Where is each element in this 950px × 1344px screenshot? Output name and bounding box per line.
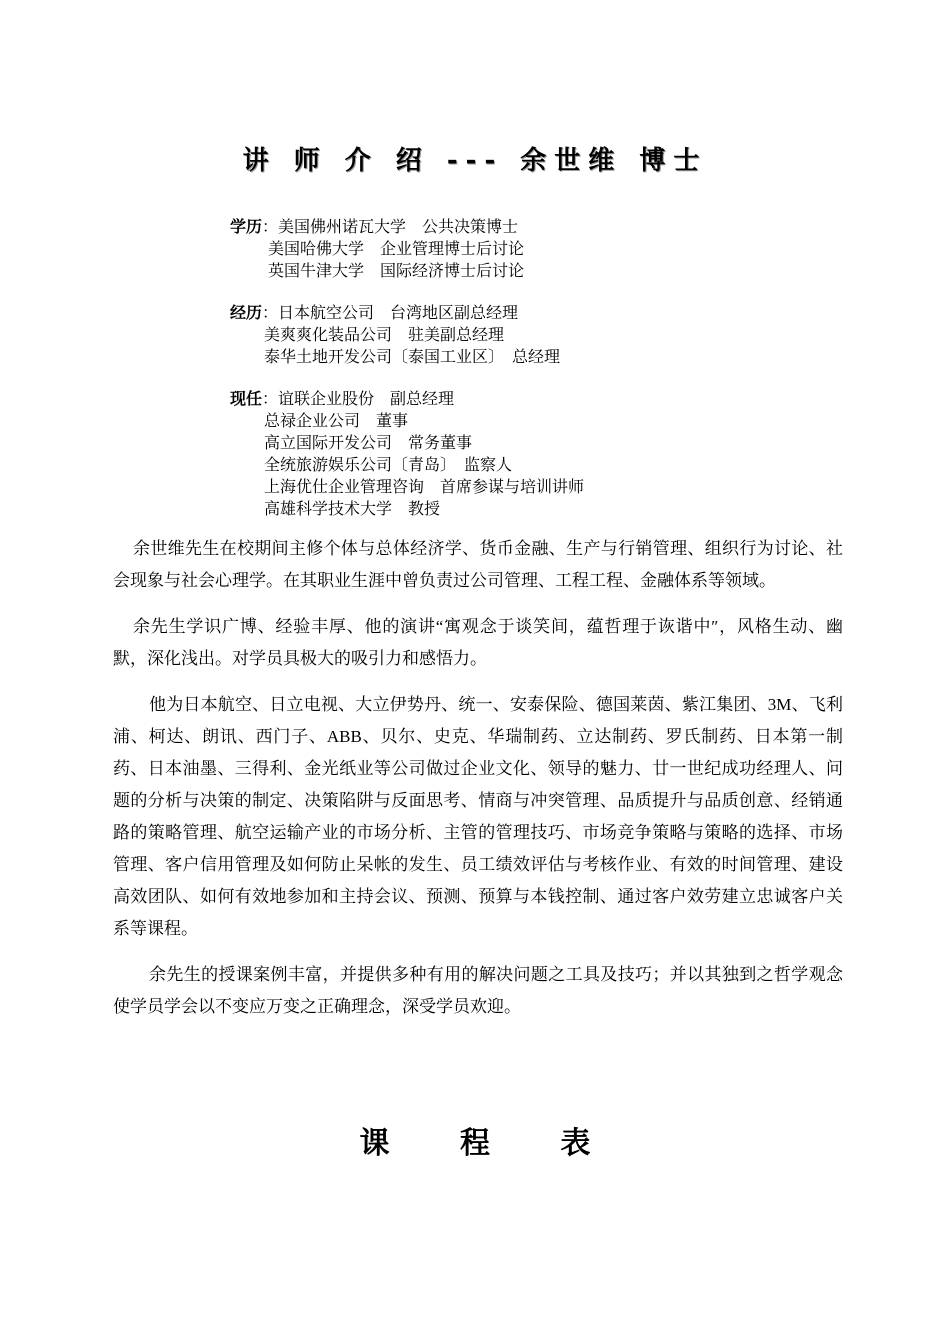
current-item: 高立国际开发公司 常务董事	[264, 433, 473, 452]
current-item: 谊联企业股份 副总经理	[278, 389, 455, 408]
current-group	[230, 388, 584, 520]
current-item: 高雄科学技术大学 教授	[264, 499, 441, 518]
bio-paragraph-style: 余先生学识广博、经验丰厚、他的演讲“寓观念于谈笑间，蕴哲理于诙谐中″，风格生动、幽默，深化浅出。对学员具极大的吸引力和感悟力。	[113, 617, 843, 668]
education-item: 美国佛州诺瓦大学 公共决策博士	[278, 217, 519, 236]
experience-item: 美爽爽化装品公司 驻美副总经理	[264, 325, 505, 344]
education-group	[230, 216, 584, 282]
education-line-1: 学历：美国佛州诺瓦大学 公共决策博士	[230, 217, 519, 236]
experience-line-1: 经历：日本航空公司 台湾地区副总经理	[230, 303, 519, 322]
current-item: 全统旅游娱乐公司〔青岛〕 监察人	[264, 455, 513, 474]
experience-item: 日本航空公司 台湾地区副总经理	[278, 303, 519, 322]
experience-item: 泰华土地开发公司〔泰国工业区〕 总经理	[264, 347, 561, 366]
page-title: 讲 师 介 绍 --- 余世维 博士	[242, 146, 708, 176]
credentials-block	[230, 216, 584, 540]
bio-paragraph-study: 余世维先生在校期间主修个体与总体经济学、货币金融、生产与行销管理、组织行为讨论、社会现象与社会心理学。在其职业生涯中曾负责过公司管理、工程工程、金融体系等领域。	[113, 539, 843, 590]
current-line-1: 现任：谊联企业股份 副总经理	[230, 389, 455, 408]
current-item: 上海优仕企业管理咨询 首席参谋与培训讲师	[264, 477, 585, 496]
experience-group	[230, 302, 584, 368]
education-item: 美国哈佛大学 企业管理博士后讨论	[268, 239, 525, 258]
education-label: 学历	[230, 217, 263, 236]
education-item: 英国牛津大学 国际经济博士后讨论	[268, 261, 525, 280]
current-item: 总禄企业公司 董事	[264, 411, 409, 430]
bio-paragraph-clients: 他为日本航空、日立电视、大立伊势丹、统一、安泰保险、德国莱茵、紫江集团、3M、飞利浦、柯达、朗讯、西门子、ABB、贝尔、史克、华瑞制药、立达制药、罗氏制药、日本第一制药、日本油墨、三得利、金光纸业等公司做过企业文化、领导的魅力、廿一世纪成功经理人、问题的分析与决策的制定、决策陷阱与反面思考、情商与冲突管理、品质提升与品质创意、经销通路的策略管理、航空运输产业的市场分析、主管的管理技巧、市场竞争策略与策略的选择、市场管理、客户信用管理及如何防止呆帐的发生、员工绩效评估与考核作业、有效的时间管理、建设高效团队、如何有效地参加和主持会议、预测、预算与本钱控制、通过客户效劳建立忠诚客户关系等课程。	[113, 695, 843, 938]
bio-section	[113, 533, 843, 1037]
schedule-title: 课 程 表	[359, 1126, 621, 1161]
bio-paragraph-teaching: 余先生的授课案例丰富，并提供多种有用的解决问题之工具及技巧；并以其独到之哲学观念使学员学会以不变应万变之正确理念，深受学员欢迎。	[113, 965, 843, 1016]
experience-label: 经历	[230, 303, 263, 322]
current-label: 现任	[230, 389, 263, 408]
